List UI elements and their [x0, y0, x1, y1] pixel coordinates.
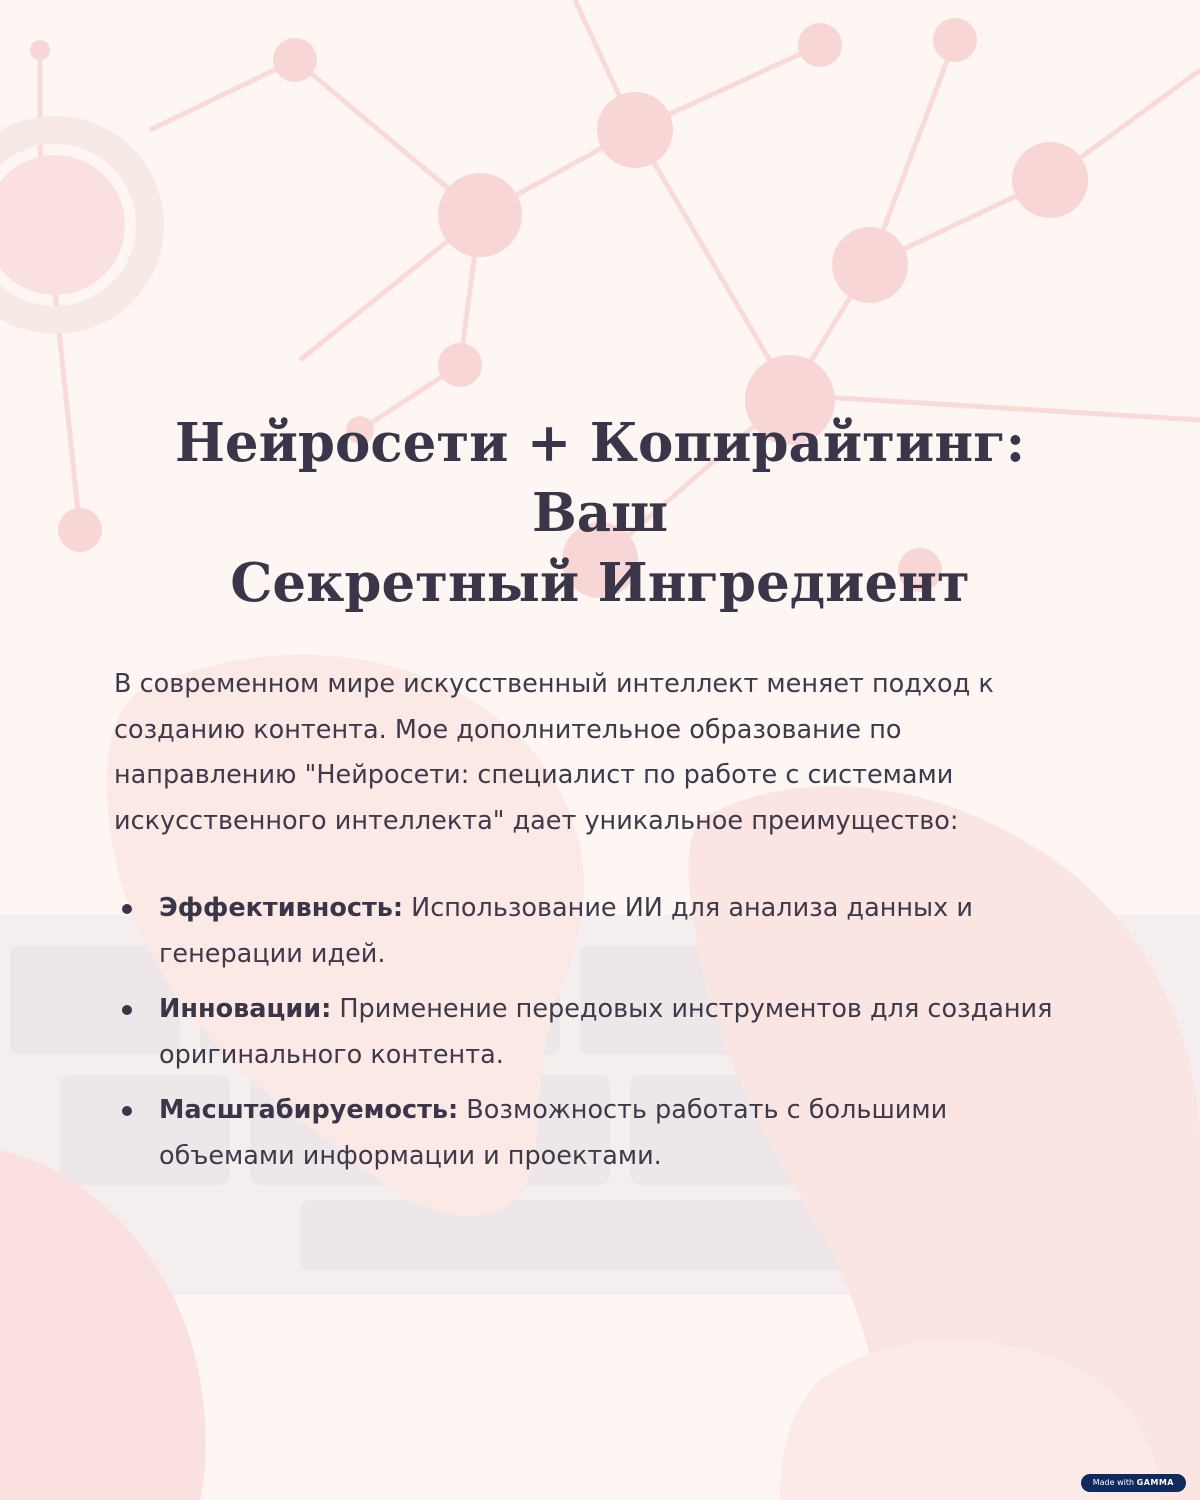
- list-item: [114, 987, 1086, 1078]
- title-line-2: Секретный Ингредиент: [230, 552, 970, 614]
- benefits-list: [114, 886, 1086, 1179]
- bullet-text: Возможность работать с большими объемами информации и проектами.: [159, 1095, 948, 1171]
- badge-prefix: Made with: [1092, 1478, 1137, 1487]
- intro-paragraph: В современном мире искусственный интеллект меняет подход к созданию контента. Мое дополнительное образование по направлению "Нейросети: специалист по работе с системами искусственного интеллекта" дает уникальное преимущество:: [114, 669, 994, 836]
- list-item: [114, 1088, 1086, 1179]
- bullet-dot-icon: [122, 1005, 132, 1015]
- list-item: [114, 886, 1086, 977]
- badge-brand: GAMMA: [1136, 1478, 1174, 1487]
- made-with-gamma-badge[interactable]: [1081, 1474, 1186, 1492]
- bullet-dot-icon: [122, 1106, 132, 1116]
- bullet-term: Инновации:: [159, 994, 332, 1024]
- page-title: [114, 408, 1086, 618]
- bullet-term: Масштабируемость:: [159, 1095, 459, 1125]
- bullet-text: Использование ИИ для анализа данных и генерации идей.: [159, 893, 973, 969]
- content-card: [114, 408, 1086, 1189]
- title-line-1: Нейросети + Копирайтинг: Ваш: [174, 412, 1026, 544]
- bullet-text: Применение передовых инструментов для создания оригинального контента.: [159, 994, 1053, 1070]
- bullet-term: Эффективность:: [159, 893, 404, 923]
- bullet-dot-icon: [122, 904, 132, 914]
